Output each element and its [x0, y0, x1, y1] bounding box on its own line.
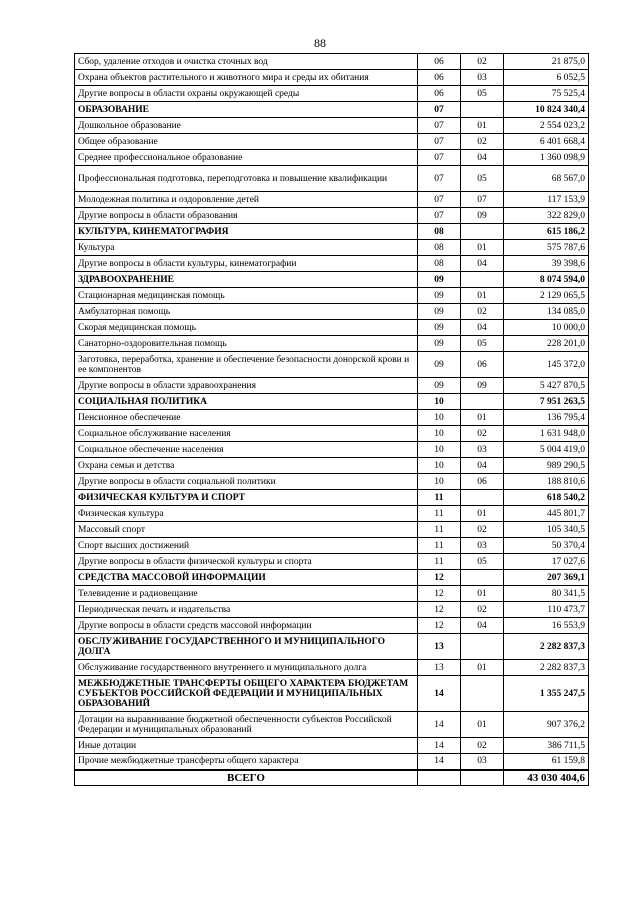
row-subsection-code — [461, 490, 504, 506]
row-subsection-code: 01 — [461, 712, 504, 738]
total-sum: 43 030 404,6 — [504, 770, 589, 786]
section-row — [75, 676, 589, 712]
row-section-code: 10 — [418, 426, 461, 442]
row-subsection-code: 03 — [461, 442, 504, 458]
row-subsection-code: 02 — [461, 54, 504, 70]
row-subsection-code — [461, 570, 504, 586]
section-row — [75, 102, 589, 118]
row-name: Дошкольное образование — [75, 118, 418, 134]
row-section-code: 07 — [418, 166, 461, 192]
row-section-code: 09 — [418, 352, 461, 378]
row-amount: 16 553,9 — [504, 618, 589, 634]
row-section-code: 08 — [418, 240, 461, 256]
row-name: СОЦИАЛЬНАЯ ПОЛИТИКА — [75, 394, 418, 410]
row-section-code: 11 — [418, 490, 461, 506]
row-amount: 445 801,7 — [504, 506, 589, 522]
row-section-code: 09 — [418, 378, 461, 394]
row-amount: 105 340,5 — [504, 522, 589, 538]
row-amount: 17 027,6 — [504, 554, 589, 570]
row-amount: 10 000,0 — [504, 320, 589, 336]
row-amount: 50 370,4 — [504, 538, 589, 554]
row-subsection-code — [461, 634, 504, 660]
row-section-code: 13 — [418, 634, 461, 660]
row-amount: 10 824 340,4 — [504, 102, 589, 118]
row-section-code: 11 — [418, 506, 461, 522]
table-row — [75, 240, 589, 256]
table-row — [75, 458, 589, 474]
row-name: Другие вопросы в области здравоохранения — [75, 378, 418, 394]
row-name: Спорт высших достижений — [75, 538, 418, 554]
row-amount: 907 376,2 — [504, 712, 589, 738]
row-section-code: 12 — [418, 586, 461, 602]
row-name: Периодическая печать и издательства — [75, 602, 418, 618]
row-subsection-code: 02 — [461, 304, 504, 320]
total-sub-cell — [461, 770, 504, 786]
section-row — [75, 570, 589, 586]
row-amount: 39 398,6 — [504, 256, 589, 272]
row-subsection-code: 04 — [461, 150, 504, 166]
table-row — [75, 506, 589, 522]
row-subsection-code: 04 — [461, 256, 504, 272]
table-row — [75, 586, 589, 602]
row-section-code: 12 — [418, 602, 461, 618]
table-row — [75, 660, 589, 676]
table-row — [75, 192, 589, 208]
row-name: Амбулаторная помощь — [75, 304, 418, 320]
row-section-code: 10 — [418, 474, 461, 490]
row-name: Охрана семьи и детства — [75, 458, 418, 474]
row-name: Стационарная медицинская помощь — [75, 288, 418, 304]
row-subsection-code — [461, 394, 504, 410]
row-section-code: 14 — [418, 712, 461, 738]
row-amount: 386 711,5 — [504, 738, 589, 754]
row-section-code: 07 — [418, 118, 461, 134]
row-subsection-code: 01 — [461, 410, 504, 426]
row-amount: 8 074 594,0 — [504, 272, 589, 288]
budget-table-body — [75, 54, 589, 786]
row-amount: 5 427 870,5 — [504, 378, 589, 394]
table-row — [75, 754, 589, 770]
row-name: Санаторно-оздоровительная помощь — [75, 336, 418, 352]
row-subsection-code — [461, 676, 504, 712]
row-amount: 615 186,2 — [504, 224, 589, 240]
row-amount: 136 795,4 — [504, 410, 589, 426]
row-section-code: 09 — [418, 320, 461, 336]
row-section-code: 14 — [418, 754, 461, 770]
row-name: Другие вопросы в области образования — [75, 208, 418, 224]
row-amount: 1 355 247,5 — [504, 676, 589, 712]
row-subsection-code: 01 — [461, 240, 504, 256]
table-row — [75, 474, 589, 490]
row-subsection-code: 07 — [461, 192, 504, 208]
row-section-code: 12 — [418, 570, 461, 586]
row-subsection-code: 05 — [461, 336, 504, 352]
table-row — [75, 320, 589, 336]
row-name: Среднее профессиональное образование — [75, 150, 418, 166]
row-amount: 80 341,5 — [504, 586, 589, 602]
row-amount: 989 290,5 — [504, 458, 589, 474]
row-amount: 2 282 837,3 — [504, 660, 589, 676]
row-section-code: 09 — [418, 288, 461, 304]
row-subsection-code: 03 — [461, 538, 504, 554]
row-amount: 75 525,4 — [504, 86, 589, 102]
row-amount: 61 159,8 — [504, 754, 589, 770]
table-row — [75, 738, 589, 754]
row-subsection-code: 02 — [461, 602, 504, 618]
row-section-code: 07 — [418, 102, 461, 118]
row-amount: 575 787,6 — [504, 240, 589, 256]
row-name: КУЛЬТУРА, КИНЕМАТОГРАФИЯ — [75, 224, 418, 240]
table-row — [75, 288, 589, 304]
row-section-code: 07 — [418, 208, 461, 224]
row-section-code: 14 — [418, 738, 461, 754]
table-row — [75, 208, 589, 224]
table-row — [75, 602, 589, 618]
table-row — [75, 304, 589, 320]
row-section-code: 06 — [418, 86, 461, 102]
row-amount: 322 829,0 — [504, 208, 589, 224]
row-amount: 145 372,0 — [504, 352, 589, 378]
row-name: Общее образование — [75, 134, 418, 150]
row-subsection-code: 05 — [461, 166, 504, 192]
table-row — [75, 538, 589, 554]
row-section-code: 14 — [418, 676, 461, 712]
row-subsection-code: 09 — [461, 378, 504, 394]
row-subsection-code: 02 — [461, 134, 504, 150]
row-name: Иные дотации — [75, 738, 418, 754]
row-amount: 110 473,7 — [504, 602, 589, 618]
row-name: СРЕДСТВА МАССОВОЙ ИНФОРМАЦИИ — [75, 570, 418, 586]
row-subsection-code: 04 — [461, 618, 504, 634]
row-section-code: 08 — [418, 256, 461, 272]
section-row — [75, 394, 589, 410]
table-row — [75, 352, 589, 378]
row-name: Телевидение и радиовещание — [75, 586, 418, 602]
row-section-code: 11 — [418, 538, 461, 554]
table-row — [75, 166, 589, 192]
row-section-code: 07 — [418, 134, 461, 150]
row-section-code: 06 — [418, 70, 461, 86]
row-section-code: 13 — [418, 660, 461, 676]
table-row — [75, 118, 589, 134]
row-name: ОБСЛУЖИВАНИЕ ГОСУДАРСТВЕННОГО И МУНИЦИПАЛЬНОГО ДОЛГА — [75, 634, 418, 660]
total-label: ВСЕГО — [75, 770, 418, 786]
row-amount: 2 129 065,5 — [504, 288, 589, 304]
row-name: Молодежная политика и оздоровление детей — [75, 192, 418, 208]
section-row — [75, 634, 589, 660]
row-name: Прочие межбюджетные трансферты общего характера — [75, 754, 418, 770]
table-row — [75, 712, 589, 738]
table-row — [75, 522, 589, 538]
row-name: Физическая культура — [75, 506, 418, 522]
row-subsection-code: 09 — [461, 208, 504, 224]
row-section-code: 08 — [418, 224, 461, 240]
table-row — [75, 554, 589, 570]
row-section-code: 07 — [418, 150, 461, 166]
row-name: Культура — [75, 240, 418, 256]
row-section-code: 12 — [418, 618, 461, 634]
row-subsection-code: 03 — [461, 70, 504, 86]
row-name: Обслуживание государственного внутреннего и муниципального долга — [75, 660, 418, 676]
row-name: Социальное обслуживание населения — [75, 426, 418, 442]
row-subsection-code: 05 — [461, 86, 504, 102]
row-subsection-code: 01 — [461, 586, 504, 602]
row-section-code: 07 — [418, 192, 461, 208]
row-subsection-code: 01 — [461, 506, 504, 522]
row-section-code: 10 — [418, 394, 461, 410]
row-subsection-code: 02 — [461, 738, 504, 754]
row-section-code: 11 — [418, 522, 461, 538]
row-amount: 188 810,6 — [504, 474, 589, 490]
row-amount: 228 201,0 — [504, 336, 589, 352]
table-row — [75, 410, 589, 426]
row-amount: 68 567,0 — [504, 166, 589, 192]
row-name: Другие вопросы в области средств массовой информации — [75, 618, 418, 634]
row-name: МЕЖБЮДЖЕТНЫЕ ТРАНСФЕРТЫ ОБЩЕГО ХАРАКТЕРА БЮДЖЕТАМ СУБЪЕКТОВ РОССИЙСКОЙ ФЕДЕРАЦИИ И МУНИЦИПАЛЬНЫХ ОБРАЗОВАНИЙ — [75, 676, 418, 712]
section-row — [75, 224, 589, 240]
row-subsection-code: 04 — [461, 320, 504, 336]
row-name: Другие вопросы в области культуры, кинематографии — [75, 256, 418, 272]
table-row — [75, 378, 589, 394]
row-name: Другие вопросы в области социальной политики — [75, 474, 418, 490]
row-name: Охрана объектов растительного и животного мира и среды их обитания — [75, 70, 418, 86]
row-name: Сбор, удаление отходов и очистка сточных вод — [75, 54, 418, 70]
table-row — [75, 150, 589, 166]
row-subsection-code: 01 — [461, 660, 504, 676]
row-amount: 2 554 023,2 — [504, 118, 589, 134]
row-section-code: 09 — [418, 272, 461, 288]
table-row — [75, 70, 589, 86]
section-row — [75, 272, 589, 288]
table-row — [75, 442, 589, 458]
total-code-cell — [418, 770, 461, 786]
row-amount: 6 401 668,4 — [504, 134, 589, 150]
row-section-code: 10 — [418, 410, 461, 426]
row-amount: 1 360 098,9 — [504, 150, 589, 166]
row-subsection-code: 01 — [461, 288, 504, 304]
row-section-code: 11 — [418, 554, 461, 570]
total-row — [75, 770, 589, 786]
budget-table — [74, 53, 589, 786]
row-name: Пенсионное обеспечение — [75, 410, 418, 426]
section-row — [75, 490, 589, 506]
row-name: Дотации на выравнивание бюджетной обеспеченности субъектов Российской Федерации и муниципальных образований — [75, 712, 418, 738]
row-subsection-code: 05 — [461, 554, 504, 570]
row-name: Другие вопросы в области физической культуры и спорта — [75, 554, 418, 570]
table-row — [75, 618, 589, 634]
row-subsection-code: 06 — [461, 352, 504, 378]
row-name: ФИЗИЧЕСКАЯ КУЛЬТУРА И СПОРТ — [75, 490, 418, 506]
table-row — [75, 336, 589, 352]
row-amount: 207 369,1 — [504, 570, 589, 586]
row-amount: 5 004 419,0 — [504, 442, 589, 458]
row-subsection-code: 02 — [461, 522, 504, 538]
page-number: 88 — [314, 36, 326, 50]
row-section-code: 06 — [418, 54, 461, 70]
row-subsection-code — [461, 272, 504, 288]
table-row — [75, 426, 589, 442]
table-row — [75, 54, 589, 70]
row-subsection-code: 02 — [461, 426, 504, 442]
row-name: Массовый спорт — [75, 522, 418, 538]
row-subsection-code: 03 — [461, 754, 504, 770]
row-amount: 1 631 948,0 — [504, 426, 589, 442]
row-section-code: 09 — [418, 304, 461, 320]
table-row — [75, 256, 589, 272]
row-name: Скорая медицинская помощь — [75, 320, 418, 336]
row-amount: 2 282 837,3 — [504, 634, 589, 660]
row-name: ЗДРАВООХРАНЕНИЕ — [75, 272, 418, 288]
row-section-code: 10 — [418, 458, 461, 474]
row-name: Другие вопросы в области охраны окружающей среды — [75, 86, 418, 102]
row-subsection-code: 01 — [461, 118, 504, 134]
row-amount: 618 540,2 — [504, 490, 589, 506]
row-name: Заготовка, переработка, хранение и обеспечение безопасности донорской крови и ее компонентов — [75, 352, 418, 378]
row-amount: 21 875,0 — [504, 54, 589, 70]
row-amount: 7 951 263,5 — [504, 394, 589, 410]
row-subsection-code — [461, 102, 504, 118]
row-name: ОБРАЗОВАНИЕ — [75, 102, 418, 118]
row-name: Профессиональная подготовка, переподготовка и повышение квалификации — [75, 166, 418, 192]
row-amount: 134 085,0 — [504, 304, 589, 320]
row-amount: 6 052,5 — [504, 70, 589, 86]
row-subsection-code: 04 — [461, 458, 504, 474]
table-row — [75, 86, 589, 102]
row-amount: 117 153,9 — [504, 192, 589, 208]
row-name: Социальное обеспечение населения — [75, 442, 418, 458]
table-row — [75, 134, 589, 150]
row-subsection-code — [461, 224, 504, 240]
row-section-code: 10 — [418, 442, 461, 458]
row-subsection-code: 06 — [461, 474, 504, 490]
row-section-code: 09 — [418, 336, 461, 352]
